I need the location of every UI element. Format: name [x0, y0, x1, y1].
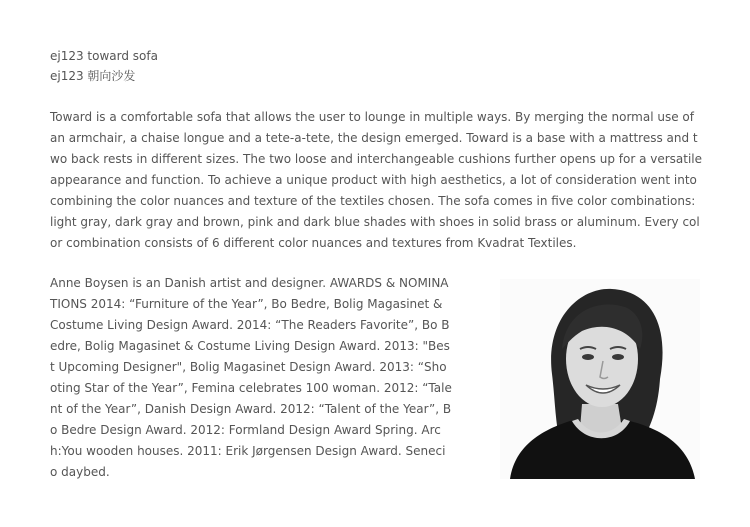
portrait-illustration — [500, 279, 700, 479]
product-title-english: ej123 toward sofa — [50, 49, 158, 63]
designer-portrait — [500, 279, 700, 479]
title-block — [50, 46, 158, 86]
designer-bio: Anne Boysen is an Danish artist and designer. AWARDS & NOMINATIONS 2014: “Furniture of the Year”, Bo Bedre, Bolig Magasinet & Costume Living Design Award. 2014: “The Readers Favorite”, Bo Bedre, Bolig Magasinet & Costume Living Design Award. 2013: "Best Upcoming Designer", Bolig Magasinet Design Award. 2013: “Shooting Star of the Year”, Femina celebrates 100 woman. 2012: “Talent of the Year”, Danish Design Award. 2012: “Talent of the Year”, Bo Bedre Design Award. 2012: Formland Design Award Spring. Arch:You wooden houses. 2011: Erik Jørgensen Design Award. Senecio daybed. — [50, 276, 452, 479]
product-title-chinese: ej123 朝向沙发 — [50, 69, 136, 83]
product-description: Toward is a comfortable sofa that allows the user to lounge in multiple ways. By merging the normal use of an armchair, a chaise longue and a tete-a-tete, the design emerged. Toward is a base with a mattress and two back rests in different sizes. The two loose and interchangeable cushions further opens up for a versatile appearance and function. To achieve a unique product with high aesthetics, a lot of consideration went into combining the color nuances and texture of the textiles chosen. The sofa comes in five color combinations: light gray, dark gray and brown, pink and dark blue shades with shoes in solid brass or aluminum. Every color combination consists of 6 different color nuances and textures from Kvadrat Textiles. — [50, 110, 703, 250]
